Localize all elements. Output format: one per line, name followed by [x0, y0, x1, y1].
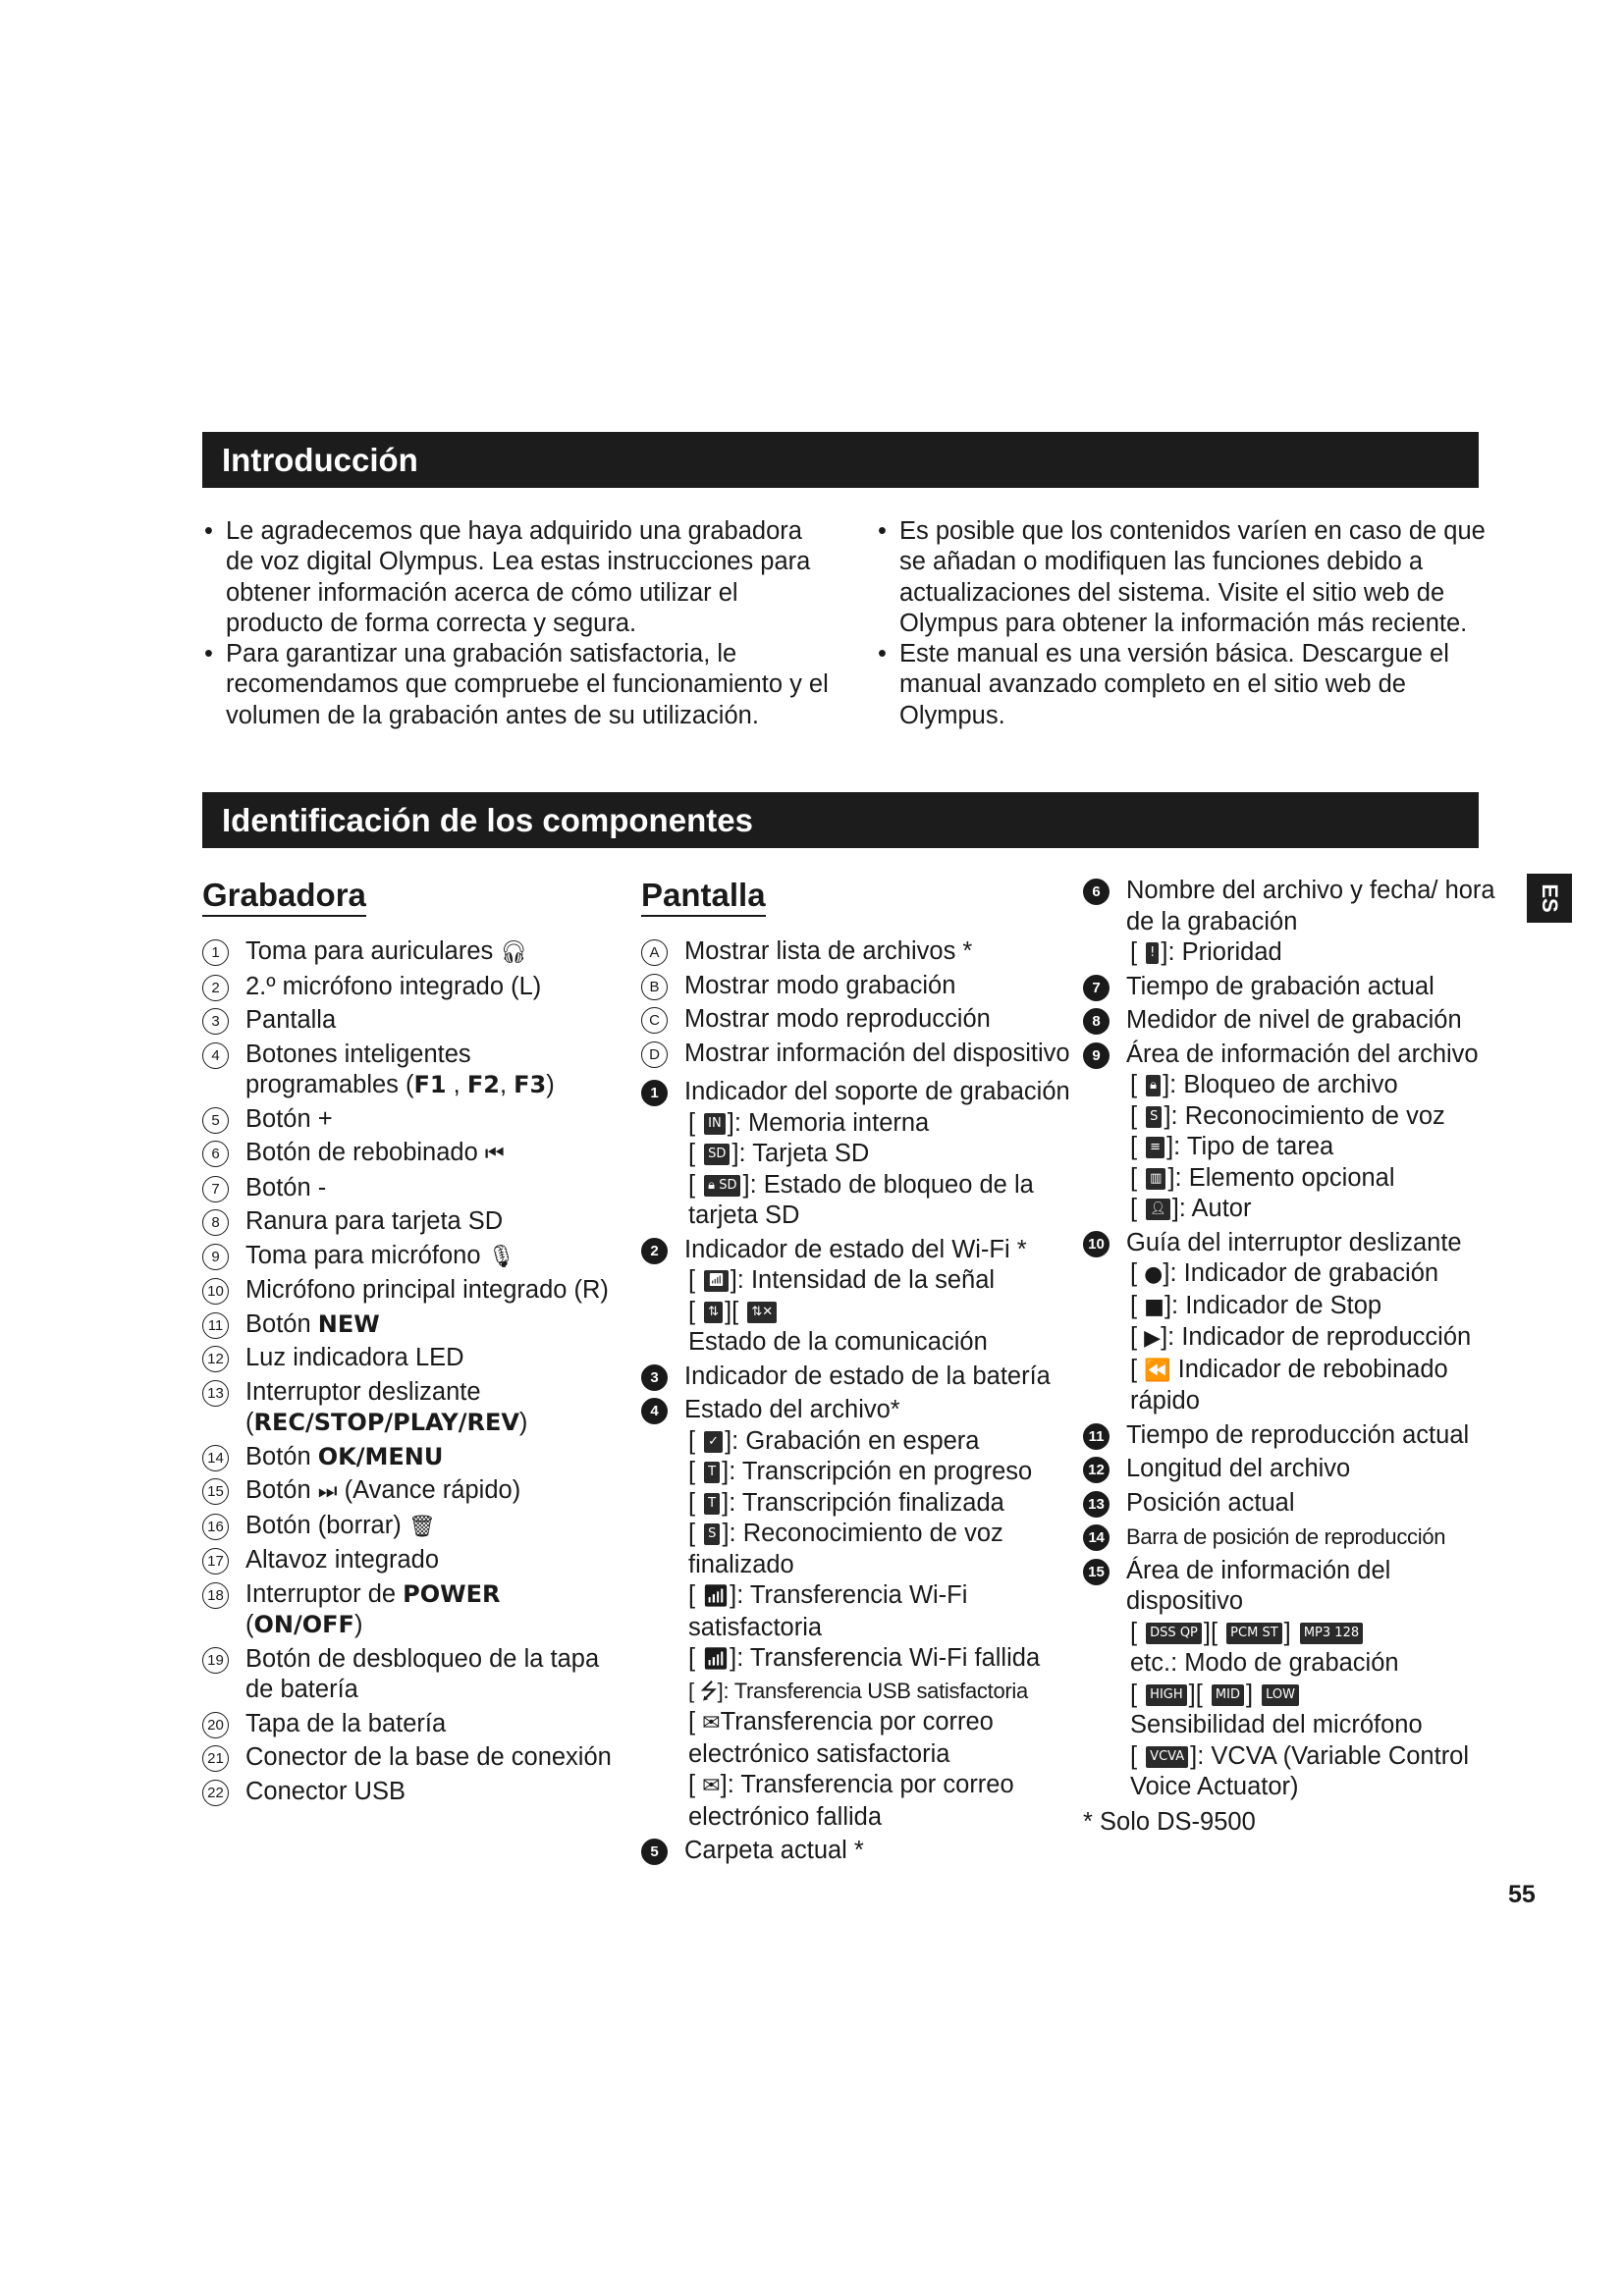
- intro-left-column: [202, 516, 831, 731]
- pantalla-item-13: 13 Posición actual: [1083, 1488, 1495, 1520]
- grabadora-item: 6 Botón de rebobinado ⏮: [202, 1138, 615, 1170]
- grabadora-item: 20 Tapa de la batería: [202, 1709, 615, 1740]
- grabadora-item: 15 Botón ⏭ (Avance rápido): [202, 1475, 615, 1508]
- section-title: Introducción: [222, 442, 418, 478]
- pantalla-item-11: 11 Tiempo de reproducción actual: [1083, 1420, 1495, 1452]
- grabadora-item: 22 Conector USB: [202, 1777, 615, 1808]
- internal-memory-icon: IN: [704, 1113, 726, 1135]
- pantalla-item-8: 8 Medidor de nivel de grabación: [1083, 1005, 1495, 1037]
- pantalla-item-4: 4 Estado del archivo* [ ✓ ]: Grabación en espera [ T ]: Transcripción en progreso [ T ]: Transcripción finalizada [ S ]: Reconocimiento de voz finalizado [ 📶︎]: Transferencia Wi-Fi satisfactoria [ 📶︎]: Transferencia Wi-Fi fallida [ ⭍]: Transferencia USB satisfactoria [ ✉︎Transferencia por correo electrónico satisfactoria [ ✉︎]: Transferencia por correo electrónico fallida: [641, 1395, 1073, 1833]
- author-icon: 👤︎: [1146, 1199, 1170, 1220]
- usb-transfer-icon: ⭍: [699, 1679, 718, 1704]
- grabadora-item: 9 Toma para micrófono 🎙︎: [202, 1241, 615, 1273]
- grabadora-item: 13 Interruptor deslizante (REC/STOP/PLAY/REV): [202, 1377, 615, 1439]
- pantalla-item-2: 2 Indicador de estado del Wi-Fi * [ 📶︎ ]: Intensidad de la señal [ ⇅ ][ ⇅✕ Estado de la comunicación: [641, 1235, 1073, 1359]
- standby-icon: ✓: [704, 1431, 723, 1453]
- transcription-done-icon: T: [704, 1493, 720, 1515]
- grabadora-item: 2 2.º micrófono integrado (L): [202, 972, 615, 1003]
- section-header-identificacion: [202, 792, 1479, 848]
- grabadora-item: 14 Botón OK/MENU: [202, 1442, 615, 1473]
- sensitivity-mid-icon: MID: [1212, 1684, 1244, 1706]
- sensitivity-low-icon: LOW: [1262, 1684, 1299, 1706]
- transcription-progress-icon: T: [704, 1462, 720, 1483]
- sensitivity-high-icon: HIGH: [1146, 1684, 1186, 1706]
- play-indicator-icon: ▶: [1144, 1326, 1162, 1351]
- pantalla-continued-column: [1083, 876, 1495, 1838]
- pantalla-letter-item: D Mostrar información del dispositivo: [641, 1039, 1073, 1070]
- pantalla-title: Pantalla: [641, 876, 766, 917]
- vcva-icon: VCVA: [1146, 1746, 1188, 1768]
- file-lock-icon: 🔒︎: [1146, 1075, 1161, 1096]
- grabadora-item: 8 Ranura para tarjeta SD: [202, 1206, 615, 1238]
- grabadora-item: 18 Interruptor de POWER (ON/OFF): [202, 1579, 615, 1641]
- pantalla-letter-item: C Mostrar modo reproducción: [641, 1004, 1073, 1036]
- wifi-signal-icon: 📶︎: [704, 1270, 729, 1292]
- pantalla-item-6: 6 Nombre del archivo y fecha/ hora de la grabación [ ! ]: Prioridad: [1083, 876, 1495, 969]
- fast-forward-icon: ⏭: [317, 1479, 338, 1504]
- grabadora-item: 5 Botón +: [202, 1104, 615, 1136]
- grabadora-item: 7 Botón -: [202, 1173, 615, 1204]
- pantalla-item-10: 10 Guía del interruptor deslizante [ ●]: Indicador de grabación [ ■]: Indicador de Stop [ ▶]: Indicador de reproducción [ ⏪ Indicador de rebobinado rápido: [1083, 1228, 1495, 1417]
- grabadora-item: 19 Botón de desbloqueo de la tapa de batería: [202, 1644, 615, 1706]
- intro-paragraph: • Es posible que los contenidos varíen en caso de que se añadan o modifiquen las funciones debido a actualizaciones del sistema. Visite el sitio web de Olympus para obtener la información más reciente.: [876, 516, 1494, 639]
- pantalla-item-14: 14 Barra de posición de reproducción: [1083, 1522, 1495, 1553]
- grabadora-item: 16 Botón (borrar) 🗑︎: [202, 1511, 615, 1543]
- microphone-icon: 🎙︎: [487, 1244, 515, 1269]
- sd-lock-icon: 🔒︎ SD: [704, 1175, 740, 1197]
- language-tab: ES: [1527, 874, 1572, 923]
- pantalla-item-5: 5 Carpeta actual *: [641, 1836, 1073, 1867]
- intro-paragraph: • Le agradecemos que haya adquirido una grabadora de voz digital Olympus. Lea estas instrucciones para obtener información acerca de cómo utilizar el producto de forma correcta y segura.: [202, 516, 831, 639]
- pantalla-item-15: 15 Área de información del dispositivo [ DSS QP ][ PCM ST ] MP3 128 etc.: Modo de grabación [ HIGH ][ MID ] LOW Sensibilidad del micrófono [ VCVA ]: VCVA (Variable Control Voice Actuator): [1083, 1556, 1495, 1803]
- grabadora-item: 21 Conector de la base de conexión: [202, 1742, 615, 1774]
- priority-icon: !: [1146, 942, 1159, 964]
- pantalla-item-7: 7 Tiempo de grabación actual: [1083, 972, 1495, 1003]
- grabadora-title: Grabadora: [202, 876, 366, 917]
- rewind-icon: ⏮: [484, 1142, 505, 1166]
- communication-error-icon: ⇅✕: [747, 1302, 777, 1323]
- grabadora-item: 1 Toma para auriculares 🎧︎: [202, 936, 615, 969]
- email-success-icon: ✉︎: [702, 1711, 721, 1735]
- grabadora-column: [202, 876, 615, 1810]
- pantalla-letter-item: B Mostrar modo grabación: [641, 971, 1073, 1002]
- grabadora-item: 3 Pantalla: [202, 1005, 615, 1037]
- grabadora-item: 10 Micrófono principal integrado (R): [202, 1275, 615, 1307]
- dss-qp-icon: DSS QP: [1146, 1623, 1202, 1644]
- grabadora-item: 12 Luz indicadora LED: [202, 1343, 615, 1374]
- wifi-fail-icon: 📶︎: [702, 1647, 731, 1672]
- sd-card-icon: SD: [704, 1144, 730, 1165]
- pantalla-item-1: 1 Indicador del soporte de grabación [ IN ]: Memoria interna [ SD ]: Tarjeta SD [ 🔒︎ SD ]: Estado de bloqueo de la tarjeta SD: [641, 1077, 1073, 1232]
- task-type-icon: ≡: [1146, 1137, 1164, 1158]
- pantalla-letter-item: A Mostrar lista de archivos *: [641, 936, 1073, 968]
- section-title: Identificación de los componentes: [222, 802, 753, 838]
- optional-item-icon: ▥: [1146, 1168, 1165, 1190]
- footnote: * Solo DS-9500: [1083, 1807, 1256, 1836]
- pantalla-item-3: 3 Indicador de estado de la batería: [641, 1362, 1073, 1393]
- stop-indicator-icon: ■: [1144, 1294, 1164, 1319]
- speech-recognition-icon: S: [704, 1523, 720, 1545]
- grabadora-item: 17 Altavoz integrado: [202, 1545, 615, 1576]
- grabadora-item: 4 Botones inteligentes programables (F1 , F2, F3): [202, 1040, 615, 1101]
- intro-paragraph: • Este manual es una versión básica. Descargue el manual avanzado completo en el sitio web de Olympus.: [876, 639, 1494, 731]
- intro-right-column: [876, 516, 1494, 731]
- page-number: 55: [1508, 1881, 1536, 1908]
- pcm-st-icon: PCM ST: [1226, 1623, 1281, 1644]
- pantalla-item-12: 12 Longitud del archivo: [1083, 1454, 1495, 1485]
- trash-icon: 🗑︎: [407, 1514, 436, 1539]
- grabadora-item: 11 Botón NEW: [202, 1309, 615, 1341]
- intro-paragraph: • Para garantizar una grabación satisfactoria, le recomendamos que compruebe el funcionamiento y el volumen de la grabación antes de su utilización.: [202, 639, 831, 731]
- email-fail-icon: ✉︎: [702, 1774, 721, 1798]
- wifi-transfer-icon: 📶︎: [702, 1584, 731, 1609]
- mp3-icon: MP3 128: [1300, 1623, 1363, 1644]
- pantalla-item-9: 9 Área de información del archivo [ 🔒︎ ]: Bloqueo de archivo [ S ]: Reconocimiento de voz [ ≡ ]: Tipo de tarea [ ▥ ]: Elemento opcional [ 👤︎ ]: Autor: [1083, 1040, 1495, 1225]
- communication-icon: ⇅: [704, 1302, 723, 1323]
- record-indicator-icon: ●: [1144, 1262, 1164, 1287]
- headphones-icon: 🎧︎: [500, 940, 528, 965]
- rewind-indicator-icon: ⏪: [1144, 1358, 1171, 1383]
- pantalla-column: [641, 876, 1073, 1870]
- section-header-introduccion: [202, 432, 1479, 488]
- voice-recognition-icon: S: [1146, 1106, 1162, 1128]
